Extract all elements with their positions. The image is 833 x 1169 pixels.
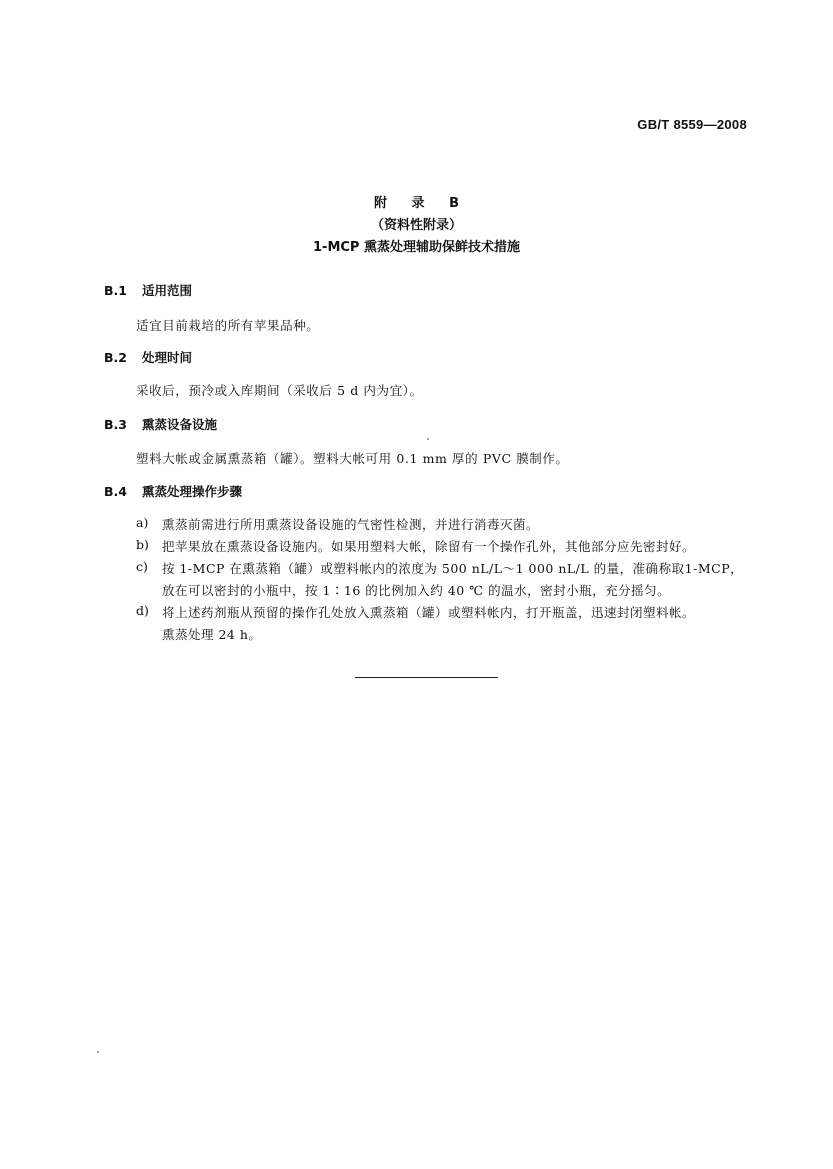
step-marker-d: d): [136, 603, 149, 618]
appendix-title: 附 录 B: [374, 196, 469, 211]
section-number: B.4: [104, 484, 127, 499]
step-text-d-line2: 熏蒸处理 24 h。: [162, 627, 262, 642]
section-title: 熏蒸处理操作步骤: [142, 484, 243, 499]
standard-code: GB/T 8559—2008: [637, 117, 747, 132]
section-heading-b3: [104, 415, 217, 433]
section-text-b1: 适宜目前栽培的所有苹果品种。: [136, 318, 320, 333]
section-number: B.2: [104, 350, 127, 365]
step-text-c-line2: 放在可以密封的小瓶中，按 1∶16 的比例加入约 40 ℃ 的温水，密封小瓶，充分摇匀。: [162, 583, 671, 598]
step-text-b: 把苹果放在熏蒸设备设施内。如果用塑料大帐，除留有一个操作孔外，其他部分应先密封好。: [162, 539, 696, 554]
appendix-type: （资料性附录）: [370, 218, 462, 233]
step-text-d-line1: 将上述药剂瓶从预留的操作孔处放入熏蒸箱（罐）或塑料帐内，打开瓶盖，迅速封闭塑料帐。: [162, 605, 696, 620]
section-title: 处理时间: [142, 350, 193, 365]
section-heading-b2: [104, 348, 192, 366]
section-text-b3: 塑料大帐或金属熏蒸箱（罐）。塑料大帐可用 0.1 mm 厚的 PVC 膜制作。: [136, 451, 569, 466]
scan-speck: [427, 438, 429, 440]
section-heading-b4: [104, 482, 242, 500]
section-title: 熏蒸设备设施: [142, 417, 218, 432]
appendix-name: 1-MCP 熏蒸处理辅助保鲜技术措施: [313, 240, 520, 255]
step-marker-c: c): [136, 559, 148, 574]
step-text-c-line1: 按 1-MCP 在熏蒸箱（罐）或塑料帐内的浓度为 500 nL/L～1 000 nL/L 的量，准确称取1-MCP，: [162, 561, 744, 576]
end-rule: [355, 677, 498, 678]
section-text-b2: 采收后，预冷或入库期间（采收后 5 d 内为宜）。: [136, 383, 423, 398]
step-marker-a: a): [136, 515, 149, 530]
section-number: B.3: [104, 417, 127, 432]
step-text-a: 熏蒸前需进行所用熏蒸设备设施的气密性检测，并进行消毒灭菌。: [162, 517, 540, 532]
scan-speck: [97, 1051, 99, 1053]
section-heading-b1: [104, 281, 192, 299]
step-marker-b: b): [136, 537, 149, 552]
section-number: B.1: [104, 283, 127, 298]
section-title: 适用范围: [142, 283, 193, 298]
